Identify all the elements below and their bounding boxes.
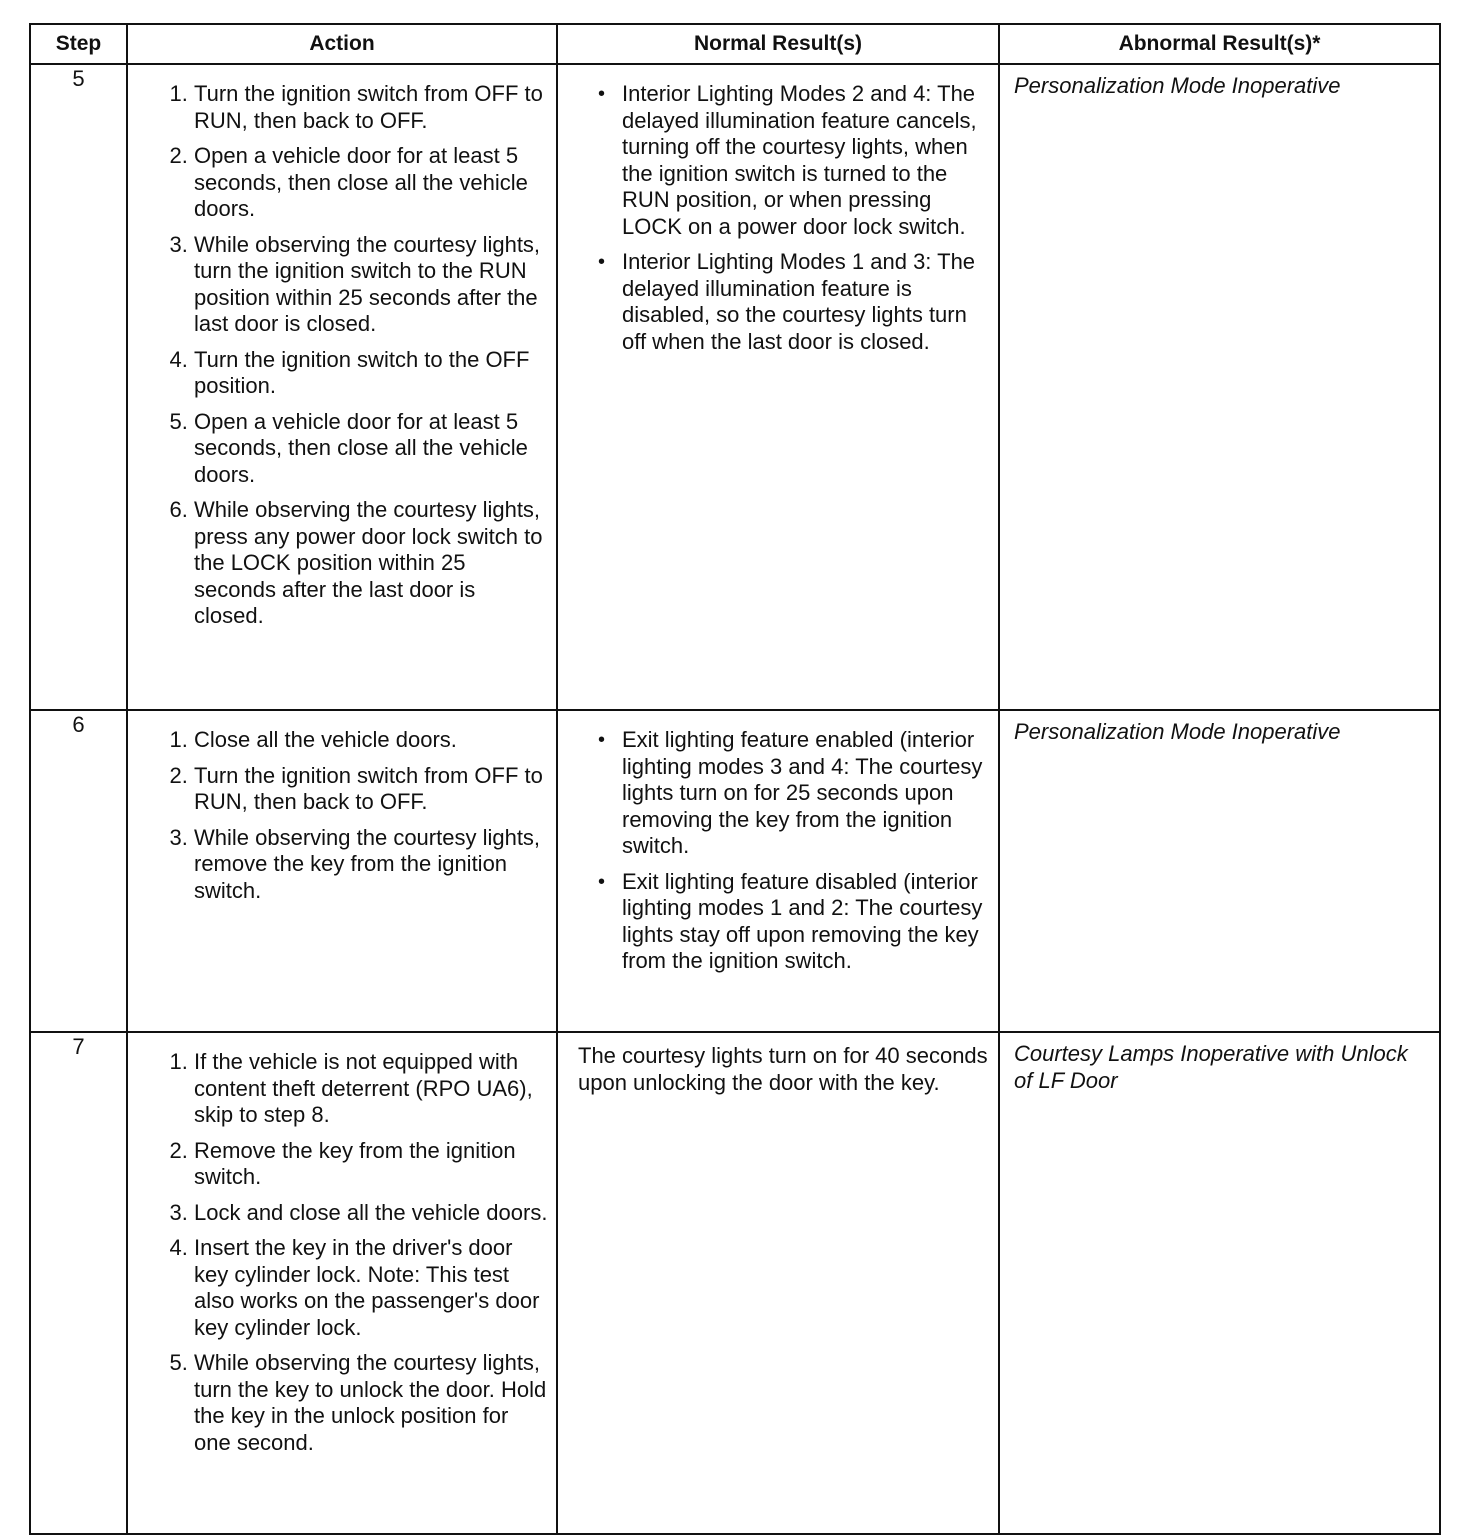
table-row-step-6 — [30, 710, 1440, 1032]
action-item: 6. While observing the courtesy lights, press any power door lock switch to the LOCK position within 25 seconds after the last door is closed. — [194, 497, 548, 630]
header-action: Action — [127, 24, 557, 64]
step-number: 6 — [30, 710, 127, 1032]
action-item: 5. While observing the courtesy lights, turn the key to unlock the door. Hold the key in the unlock position for one second. — [194, 1350, 548, 1456]
action-item: 1. If the vehicle is not equipped with content theft deterrent (RPO UA6), skip to step 8. — [194, 1049, 548, 1129]
action-list — [160, 727, 548, 904]
action-list — [160, 1049, 548, 1456]
normal-result-item: • Interior Lighting Modes 2 and 4: The delayed illumination feature cancels, turning off the courtesy lights, when the ignition switch is turned to the RUN position, or when pressing LOCK on a power door lock switch. — [622, 81, 992, 240]
table-row-step-7 — [30, 1032, 1440, 1534]
header-abnormal-results: Abnormal Result(s)* — [999, 24, 1440, 64]
action-item: 2. Remove the key from the ignition switch. — [194, 1138, 548, 1191]
action-item: 3. While observing the courtesy lights, turn the ignition switch to the RUN position within 25 seconds after the last door is closed. — [194, 232, 548, 338]
action-item: 1. Close all the vehicle doors. — [194, 727, 548, 754]
abnormal-result-cell: Personalization Mode Inoperative — [999, 64, 1440, 710]
action-item: 2. Open a vehicle door for at least 5 seconds, then close all the vehicle doors. — [194, 143, 548, 223]
step-number: 5 — [30, 64, 127, 710]
action-item: 4. Turn the ignition switch to the OFF position. — [194, 347, 548, 400]
action-item: 4. Insert the key in the driver's door key cylinder lock. Note: This test also works on the passenger's door key cylinder lock. — [194, 1235, 548, 1341]
action-item: 5. Open a vehicle door for at least 5 seconds, then close all the vehicle doors. — [194, 409, 548, 489]
normal-result-cell — [557, 1032, 999, 1534]
step-number: 7 — [30, 1032, 127, 1534]
action-item: 2. Turn the ignition switch from OFF to RUN, then back to OFF. — [194, 763, 548, 816]
action-item: 3. Lock and close all the vehicle doors. — [194, 1200, 548, 1227]
header-step: Step — [30, 24, 127, 64]
normal-result-list — [598, 727, 992, 975]
normal-result-text: The courtesy lights turn on for 40 seconds upon unlocking the door with the key. — [578, 1043, 988, 1095]
normal-result-cell — [557, 64, 999, 710]
abnormal-result-cell: Personalization Mode Inoperative — [999, 710, 1440, 1032]
normal-result-cell — [557, 710, 999, 1032]
table-row-step-5 — [30, 64, 1440, 710]
action-item: 3. While observing the courtesy lights, remove the key from the ignition switch. — [194, 825, 548, 905]
action-item: 1. Turn the ignition switch from OFF to RUN, then back to OFF. — [194, 81, 548, 134]
normal-result-item: • Exit lighting feature disabled (interior lighting modes 1 and 2: The courtesy lights stay off upon removing the key from the ignition switch. — [622, 869, 992, 975]
normal-result-list — [598, 81, 992, 355]
diagnostic-table — [29, 23, 1441, 1535]
action-cell — [127, 1032, 557, 1534]
action-cell — [127, 64, 557, 710]
action-list — [160, 81, 548, 630]
abnormal-result-cell: Courtesy Lamps Inoperative with Unlock of LF Door — [999, 1032, 1440, 1534]
header-normal-results: Normal Result(s) — [557, 24, 999, 64]
header-row — [30, 24, 1440, 64]
normal-result-item: • Interior Lighting Modes 1 and 3: The delayed illumination feature is disabled, so the courtesy lights turn off when the last door is closed. — [622, 249, 992, 355]
normal-result-item: • Exit lighting feature enabled (interior lighting modes 3 and 4: The courtesy lights turn on for 25 seconds upon removing the key from the ignition switch. — [622, 727, 992, 860]
action-cell — [127, 710, 557, 1032]
